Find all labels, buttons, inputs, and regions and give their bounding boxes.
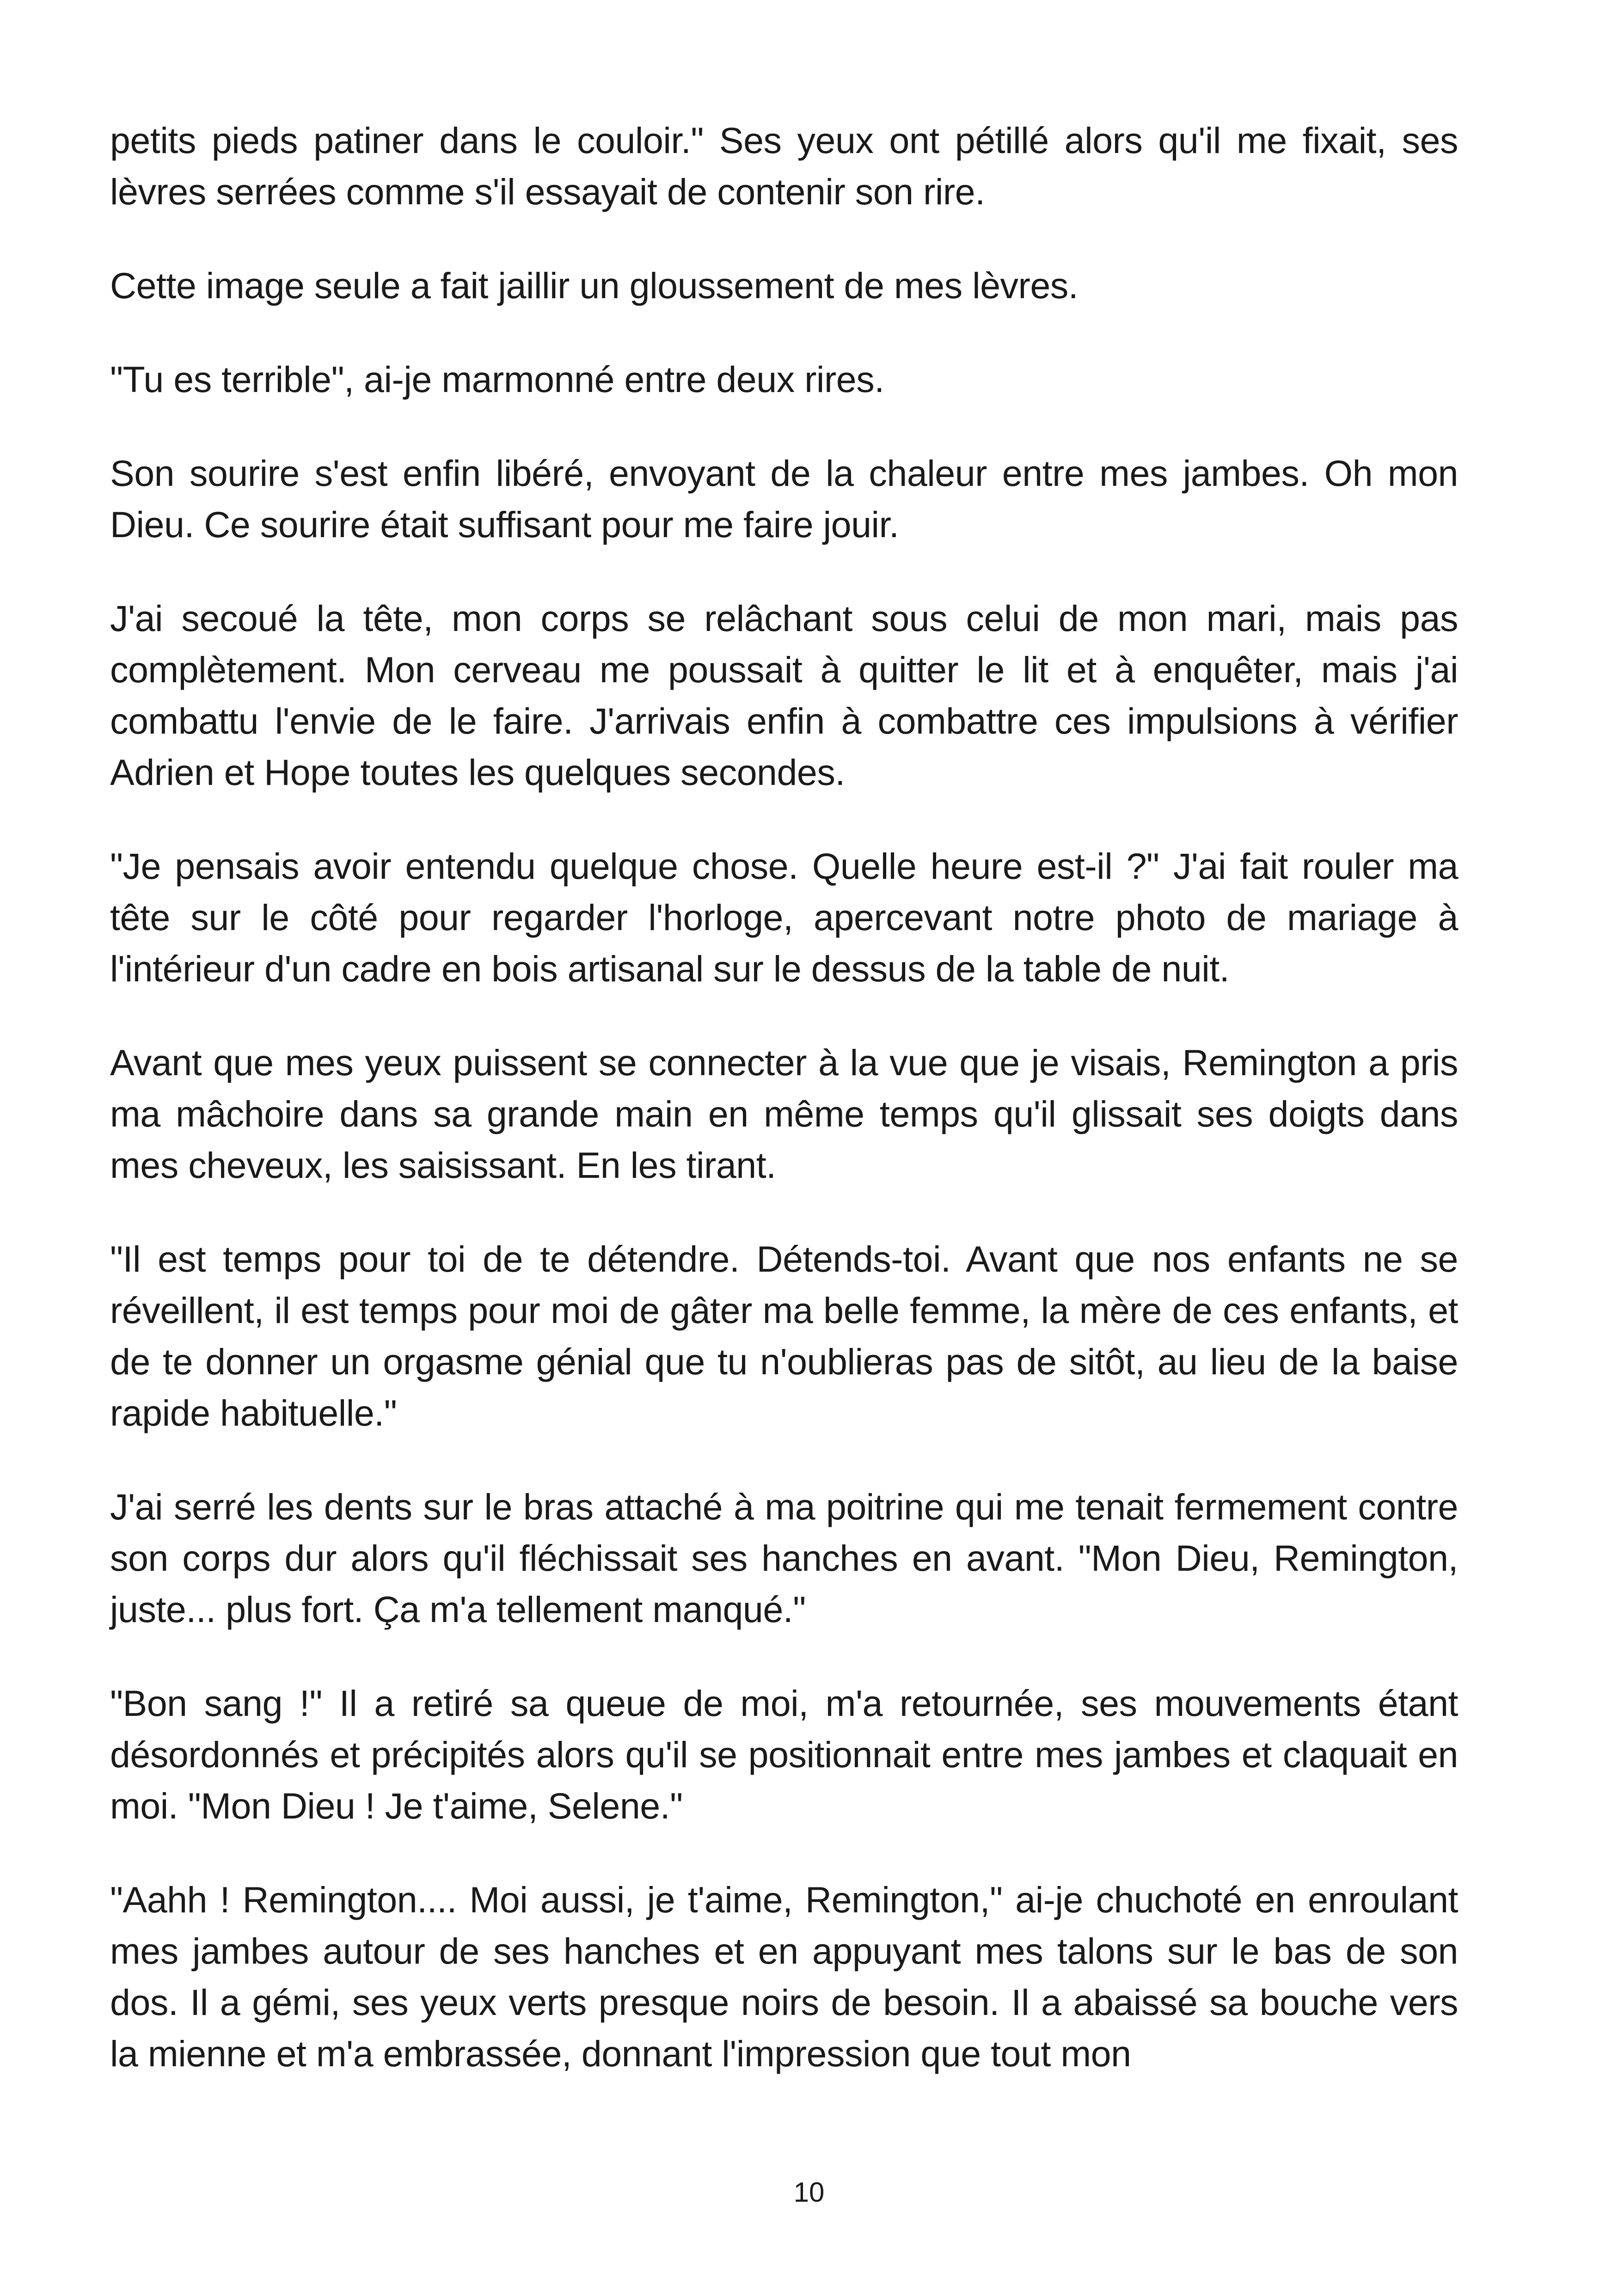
paragraph: J'ai serré les dents sur le bras attaché à ma poitrine qui me tenait fermement contre son corps dur alors qu'il fléchissait ses hanches en avant. "Mon Dieu, Remington, juste... plus fort. Ça m'a tellement manqué." [110, 1486, 1458, 1630]
paragraph: Son sourire s'est enfin libéré, envoyant de la chaleur entre mes jambes. Oh mon Dieu. Ce sourire était suffisant pour me faire jouir. [110, 453, 1458, 545]
paragraph: "Aahh ! Remington.... Moi aussi, je t'aime, Remington," ai-je chuchoté en enroulant mes jambes autour de ses hanches et en appuyant mes talons sur le bas de son dos. Il a gémi, ses yeux verts presque noirs de besoin. Il a abaissé sa bouche vers la mienne et m'a embrassée, donnant l'impression que tout mon [110, 1879, 1458, 2074]
paragraph: J'ai secoué la tête, mon corps se relâchant sous celui de mon mari, mais pas complètement. Mon cerveau me poussait à quitter le lit et à enquêter, mais j'ai combattu l'envie de le faire. J'arrivais enfin à combattre ces impulsions à vérifier Adrien et Hope toutes les quelques secondes. [110, 598, 1458, 793]
paragraph: "Bon sang !" Il a retiré sa queue de moi, m'a retournée, ses mouvements étant désordonnés et précipités alors qu'il se positionnait entre mes jambes et claquait en moi. "Mon Dieu ! Je t'aime, Selene." [110, 1683, 1458, 1826]
body-text [110, 115, 1458, 2122]
paragraph: Avant que mes yeux puissent se connecter à la vue que je visais, Remington a pris ma mâchoire dans sa grande main en même temps qu'il glissait ses doigts dans mes cheveux, les saisissant. En les tirant. [110, 1042, 1458, 1186]
paragraph: "Je pensais avoir entendu quelque chose. Quelle heure est-il ?" J'ai fait rouler ma tête sur le côté pour regarder l'horloge, apercevant notre photo de mariage à l'intérieur d'un cadre en bois artisanal sur le dessus de la table de nuit. [110, 845, 1458, 989]
paragraph: "Tu es terrible", ai-je marmonné entre deux rires. [110, 359, 884, 400]
paragraph: Cette image seule a fait jaillir un gloussement de mes lèvres. [110, 265, 1079, 306]
paragraph: "Il est temps pour toi de te détendre. Détends-toi. Avant que nos enfants ne se réveillent, il est temps pour moi de gâter ma belle femme, la mère de ces enfants, et de te donner un orgasme génial que tu n'oublieras pas de sitôt, au lieu de la baise rapide habituelle." [110, 1238, 1458, 1433]
page-number: 10 [793, 2177, 825, 2208]
paragraph: petits pieds patiner dans le couloir." Ses yeux ont pétillé alors qu'il me fixait, ses lèvres serrées comme s'il essayait de contenir son rire. [110, 120, 1458, 212]
